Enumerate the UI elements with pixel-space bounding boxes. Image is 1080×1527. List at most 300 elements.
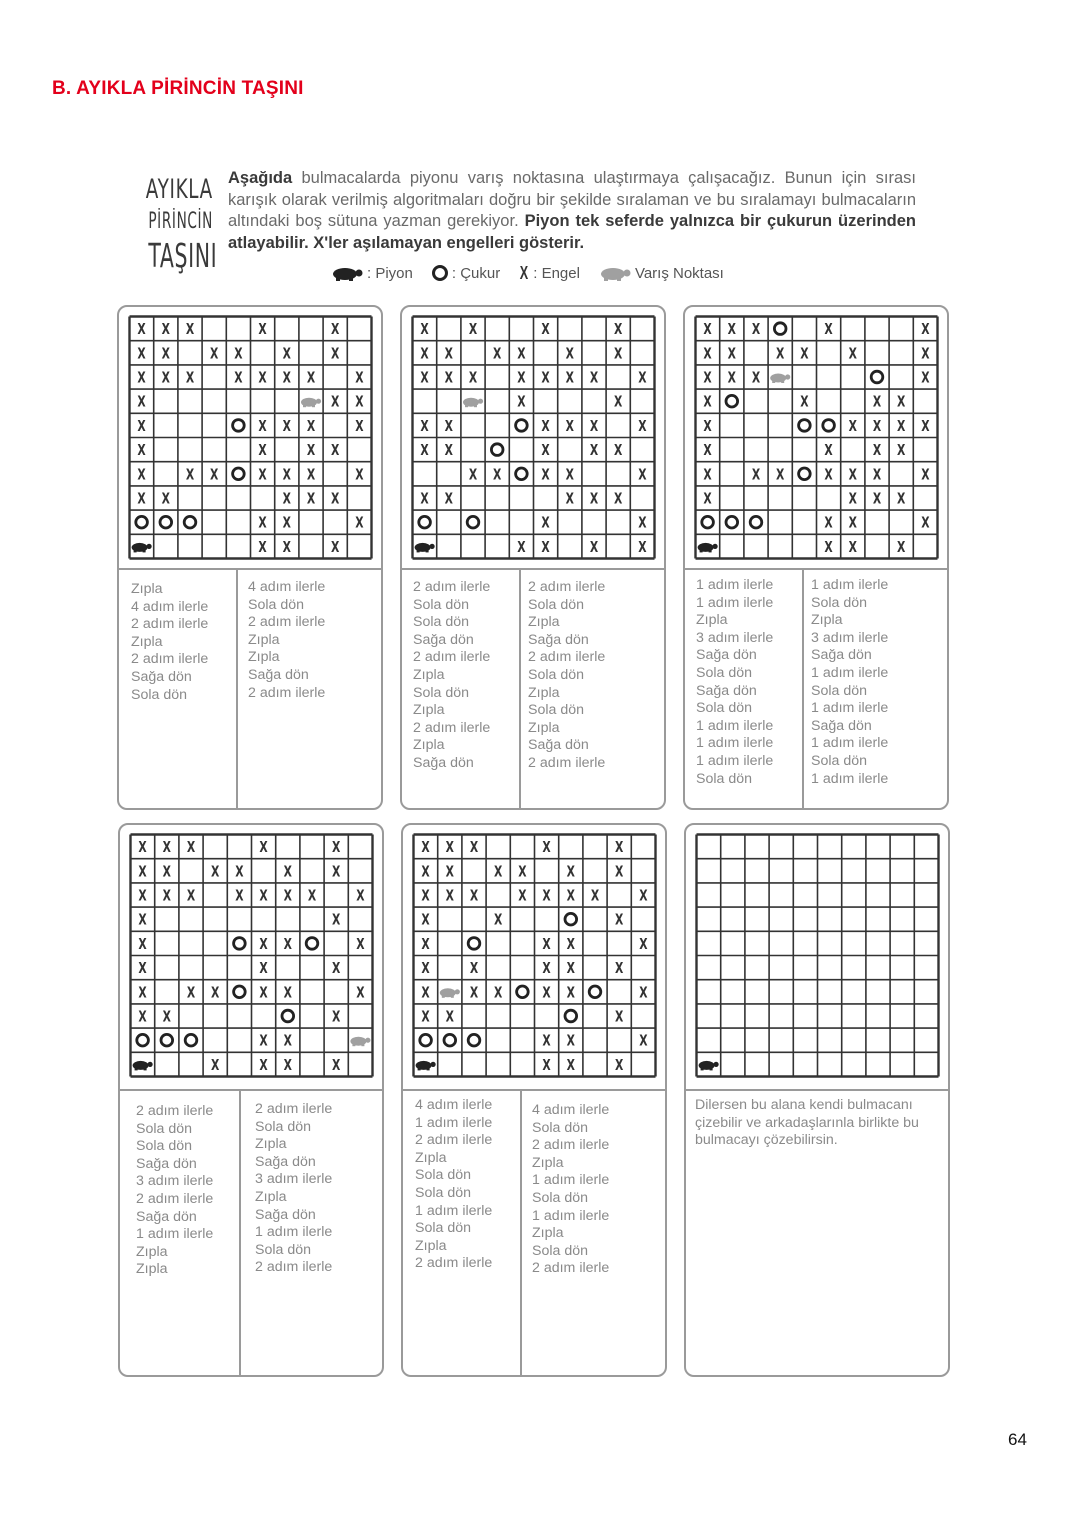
svg-text:X: X — [282, 466, 291, 484]
obstacle-cell — [849, 539, 857, 556]
svg-text:X: X — [897, 418, 906, 436]
svg-text:X: X — [331, 321, 340, 339]
svg-text:X: X — [211, 984, 220, 1002]
obstacle-cell — [567, 985, 575, 1002]
algorithm-step: 2 adım ilerle — [136, 1190, 214, 1207]
obstacle-cell — [284, 985, 292, 1002]
svg-text:X: X — [703, 369, 712, 388]
algorithm-step: Sola dön — [415, 1220, 472, 1237]
algorithm-step: 2 adım ilerle — [528, 579, 606, 595]
obstacle-cell — [138, 839, 146, 856]
obstacle-cell — [541, 515, 549, 532]
puzzle-card-4 — [118, 823, 384, 1377]
algorithm-step: Sağa dön — [131, 668, 192, 685]
svg-text:X: X — [332, 960, 341, 978]
svg-text:X: X — [565, 466, 574, 484]
pit-cell — [467, 516, 479, 528]
legend-pawn-label: : Piyon — [367, 264, 413, 282]
svg-text:X: X — [162, 863, 171, 881]
algorithm-step: Sağa dön — [811, 647, 872, 664]
algorithm-step: 4 adım ilerle — [248, 579, 326, 595]
obstacle-cell — [420, 321, 428, 338]
legend-pit-label: : Çukur — [451, 264, 501, 282]
obstacle-cell — [138, 864, 146, 881]
algorithm-step: Sola dön — [696, 700, 753, 717]
obstacle-cell — [259, 1057, 267, 1074]
svg-text:X: X — [283, 936, 292, 954]
svg-text:X: X — [356, 984, 365, 1002]
obstacle-cell — [567, 888, 575, 905]
algorithm-step: Zıpla — [136, 1243, 168, 1260]
legend-obstacle — [518, 263, 580, 284]
obstacle-cell — [332, 912, 340, 929]
pawn-icon — [133, 1061, 153, 1071]
algorithm-step: Sola dön — [255, 1241, 312, 1258]
svg-text:X: X — [639, 887, 648, 906]
algorithm-step: 2 adım ilerle — [136, 1103, 214, 1119]
obstacle-cell — [235, 864, 243, 881]
obstacle-cell — [615, 839, 623, 856]
svg-text:X: X — [259, 887, 268, 906]
obstacle-cell — [591, 888, 599, 905]
svg-text:X: X — [541, 418, 550, 436]
obstacle-cell — [638, 467, 646, 484]
obstacle-cell — [703, 321, 711, 338]
obstacle-cell — [307, 491, 315, 508]
algorithm-step: 2 adım ilerle — [413, 649, 491, 666]
obstacle-cell — [639, 888, 647, 905]
pit-cell — [799, 420, 811, 432]
svg-text:X: X — [306, 418, 316, 436]
svg-text:X: X — [494, 912, 503, 930]
obstacle-cell — [493, 467, 501, 484]
obstacle-cell — [307, 418, 315, 435]
obstacle-cell — [332, 839, 340, 856]
algorithm-column-2 — [811, 577, 888, 788]
obstacle-cell — [567, 936, 575, 953]
svg-text:X: X — [639, 984, 648, 1002]
logo-line-3: TAŞINI — [148, 236, 218, 275]
algorithm-step: 1 adım ilerle — [415, 1202, 493, 1219]
svg-text:X: X — [897, 490, 906, 509]
obstacle-cell — [703, 394, 711, 411]
obstacle-cell — [162, 370, 170, 387]
obstacle-cell — [566, 370, 574, 387]
legend-obstacle-label: : Engel — [533, 264, 580, 282]
algorithm-column-2 — [248, 579, 325, 702]
svg-text:X: X — [137, 418, 146, 436]
obstacle-cell — [824, 321, 832, 338]
svg-text:X: X — [282, 539, 291, 557]
algorithm-step: Sağa dön — [696, 682, 757, 699]
obstacle-cell — [517, 539, 525, 556]
custom-puzzle-card — [684, 823, 950, 1377]
algorithm-step: 1 adım ilerle — [811, 577, 889, 593]
svg-text:X: X — [445, 863, 454, 881]
obstacle-cell — [614, 394, 622, 411]
obstacle-cell — [137, 467, 145, 484]
obstacle-cell — [210, 346, 218, 363]
obstacle-cell — [517, 370, 525, 387]
algorithm-step: Sola dön — [532, 1242, 589, 1259]
svg-text:X: X — [258, 418, 267, 436]
obstacle-cell — [566, 491, 574, 508]
algorithm-step: 2 adım ilerle — [248, 684, 326, 701]
svg-text:X: X — [445, 839, 454, 857]
algorithm-step: 2 adım ilerle — [255, 1101, 333, 1117]
page-number: 64 — [1008, 1430, 1027, 1449]
obstacle-cell — [897, 491, 905, 508]
svg-text:X: X — [566, 1057, 575, 1075]
puzzle-card-3 — [683, 305, 949, 810]
algorithm-step: 2 adım ilerle — [413, 719, 491, 736]
obstacle-cell — [615, 912, 623, 929]
svg-text:X: X — [162, 839, 171, 857]
svg-text:X: X — [493, 345, 502, 363]
pit-cell — [306, 938, 318, 950]
svg-text:X: X — [137, 442, 146, 460]
svg-text:X: X — [638, 539, 647, 557]
obstacle-cell — [420, 418, 428, 435]
puzzle-card-5 — [401, 823, 667, 1377]
obstacle-cell — [470, 960, 478, 977]
obstacle-cell — [284, 864, 292, 881]
pit-cell — [234, 938, 246, 950]
svg-text:X: X — [259, 1057, 268, 1075]
obstacle-cell — [421, 936, 429, 953]
algorithm-step: 2 adım ilerle — [248, 614, 326, 631]
pit-cell — [137, 1034, 149, 1046]
svg-text:X: X — [589, 418, 599, 436]
algorithm-step: Zıpla — [255, 1188, 287, 1205]
obstacle-cell — [614, 346, 622, 363]
obstacle-cell — [897, 442, 905, 459]
svg-text:X: X — [186, 887, 196, 906]
svg-text:X: X — [210, 345, 219, 363]
obstacle-cell — [258, 370, 266, 387]
obstacle-cell — [542, 1033, 550, 1050]
algorithm-step: Zıpla — [131, 633, 163, 650]
obstacle-cell — [355, 394, 363, 411]
obstacle-cell — [186, 370, 194, 387]
pit-cell — [565, 1010, 577, 1022]
algorithm-step: Sağa dön — [413, 754, 474, 771]
algorithm-step: Zıpla — [248, 649, 280, 666]
algorithm-step: Sola dön — [811, 682, 868, 699]
obstacle-cell — [541, 321, 549, 338]
svg-text:X: X — [517, 539, 526, 557]
obstacle-cell — [283, 491, 291, 508]
svg-text:X: X — [421, 936, 430, 954]
algorithm-step: Sola dön — [696, 770, 753, 787]
svg-text:X: X — [421, 1008, 430, 1027]
pit-cell — [823, 420, 835, 432]
algorithm-step: 1 adım ilerle — [811, 735, 889, 752]
obstacle-cell — [259, 960, 267, 977]
finish-icon — [598, 265, 632, 281]
svg-text:X: X — [282, 515, 291, 533]
obstacle-cell — [445, 491, 453, 508]
obstacle-cell — [163, 839, 171, 856]
obstacle-cell — [776, 467, 784, 484]
svg-text:X: X — [161, 321, 170, 339]
svg-text:X: X — [138, 936, 147, 954]
obstacle-cell — [259, 839, 267, 856]
obstacle-cell — [638, 539, 646, 556]
obstacle-cell — [728, 321, 736, 338]
svg-text:X: X — [420, 345, 429, 363]
obstacle-cell — [469, 467, 477, 484]
obstacle-cell — [283, 515, 291, 532]
svg-text:X: X — [258, 466, 267, 484]
svg-text:X: X — [356, 936, 365, 954]
svg-text:X: X — [751, 369, 761, 388]
svg-text:X: X — [444, 418, 453, 436]
svg-text:X: X — [824, 321, 833, 339]
obstacle-cell — [187, 888, 195, 905]
svg-text:X: X — [445, 1008, 454, 1027]
pit-cell — [516, 420, 528, 432]
obstacle-cell — [421, 864, 429, 881]
svg-text:X: X — [234, 369, 243, 388]
algorithm-step: Sola dön — [248, 596, 305, 613]
obstacle-cell — [614, 442, 622, 459]
pit-cell — [444, 1034, 456, 1046]
svg-text:X: X — [565, 418, 574, 436]
svg-text:X: X — [138, 984, 147, 1002]
obstacle-cell — [494, 864, 502, 881]
obstacle-cell — [470, 839, 478, 856]
svg-text:X: X — [589, 369, 599, 388]
algorithm-step: Zıpla — [415, 1237, 447, 1254]
obstacle-cell — [137, 491, 145, 508]
svg-text:X: X — [420, 442, 429, 460]
pit-cell — [871, 371, 883, 383]
pit-cell — [420, 1034, 432, 1046]
svg-text:X: X — [469, 984, 479, 1002]
svg-text:X: X — [921, 345, 930, 363]
svg-text:X: X — [541, 369, 550, 388]
algorithm-step: Sola dön — [811, 752, 868, 769]
svg-text:X: X — [355, 369, 364, 388]
pit-cell — [136, 516, 148, 528]
obstacle-cell — [615, 1009, 623, 1026]
obstacle-cell — [921, 321, 929, 338]
obstacle-cell — [541, 442, 549, 459]
obstacle-cell — [259, 985, 267, 1002]
obstacle-cell — [259, 936, 267, 953]
obstacle-cell — [283, 370, 291, 387]
finish-icon — [301, 398, 321, 408]
svg-text:X: X — [420, 418, 429, 436]
obstacle-cell — [162, 491, 170, 508]
svg-text:X: X — [331, 345, 340, 363]
svg-text:X: X — [259, 960, 268, 978]
algorithm-step: 1 adım ilerle — [696, 717, 774, 734]
obstacle-cell — [446, 1009, 454, 1026]
svg-text:X: X — [615, 863, 624, 881]
svg-text:X: X — [259, 936, 268, 954]
obstacle-cell — [138, 936, 146, 953]
puzzle-board — [694, 315, 939, 560]
svg-text:X: X — [138, 887, 147, 906]
svg-text:X: X — [872, 466, 882, 484]
pit-cell — [516, 468, 528, 480]
svg-text:X: X — [332, 1008, 341, 1027]
pawn-icon — [132, 543, 152, 553]
puzzle-card-1 — [117, 305, 383, 810]
svg-text:X: X — [776, 466, 785, 484]
obstacle-cell — [284, 1057, 292, 1074]
svg-text:X: X — [897, 394, 906, 412]
obstacle-cell — [356, 936, 364, 953]
algorithm-step: Zıpla — [528, 614, 560, 631]
svg-text:X: X — [185, 321, 195, 339]
algorithm-column-1 — [136, 1103, 213, 1279]
pit-cell — [774, 323, 786, 335]
algorithm-step: Zıpla — [528, 719, 560, 736]
obstacle-cell — [752, 370, 760, 387]
svg-text:X: X — [445, 887, 454, 906]
svg-text:X: X — [727, 369, 736, 388]
algorithm-step: Sağa dön — [136, 1155, 197, 1172]
svg-text:X: X — [186, 984, 196, 1002]
svg-text:X: X — [355, 515, 364, 533]
svg-text:X: X — [517, 345, 526, 363]
obstacle-cell — [307, 442, 315, 459]
legend-finish-label: Varış Noktası — [634, 264, 724, 282]
svg-text:X: X — [282, 418, 291, 436]
svg-text:X: X — [138, 839, 147, 857]
svg-text:X: X — [566, 863, 575, 881]
obstacle-cell — [331, 346, 339, 363]
svg-text:X: X — [848, 515, 857, 533]
svg-text:X: X — [848, 345, 857, 363]
obstacle-cell — [470, 985, 478, 1002]
svg-text:X: X — [469, 960, 479, 978]
svg-text:X: X — [638, 515, 647, 533]
svg-text:X: X — [469, 839, 479, 857]
custom-puzzle-board[interactable] — [695, 833, 940, 1078]
obstacle-cell — [566, 346, 574, 363]
obstacle-cell — [137, 442, 145, 459]
algorithm-step: Sola dön — [136, 1120, 193, 1137]
svg-text:X: X — [517, 369, 526, 388]
svg-text:X: X — [614, 442, 623, 460]
algorithm-step: Sağa dön — [136, 1208, 197, 1225]
algorithm-step: 2 adım ilerle — [528, 649, 606, 666]
obstacle-cell — [542, 960, 550, 977]
svg-text:X: X — [589, 539, 599, 557]
algorithm-step: 1 adım ilerle — [696, 577, 774, 593]
pit-cell — [799, 468, 811, 480]
obstacle-cell — [138, 912, 146, 929]
svg-text:X: X — [421, 984, 430, 1002]
svg-text:X: X — [727, 321, 736, 339]
svg-text:X: X — [589, 490, 599, 509]
algorithm-step: 2 adım ilerle — [528, 754, 606, 771]
algorithm-step: Zıpla — [413, 702, 445, 719]
svg-text:X: X — [614, 394, 623, 412]
obstacle-cell — [897, 539, 905, 556]
obstacle-cell — [921, 346, 929, 363]
obstacle-cell — [162, 321, 170, 338]
obstacle-cell — [137, 418, 145, 435]
obstacle-cell — [897, 394, 905, 411]
svg-text:X: X — [615, 1008, 624, 1027]
obstacle-cell — [566, 418, 574, 435]
obstacle-cell — [703, 467, 711, 484]
pawn-icon — [698, 543, 718, 553]
algorithm-step: Sola dön — [255, 1118, 312, 1135]
obstacle-cell — [776, 346, 784, 363]
svg-text:X: X — [542, 887, 551, 906]
obstacle-cell — [258, 467, 266, 484]
svg-text:X: X — [137, 369, 146, 388]
svg-text:X: X — [638, 369, 647, 388]
svg-text:X: X — [542, 984, 551, 1002]
svg-text:X: X — [306, 369, 316, 388]
algorithm-column-1 — [415, 1097, 492, 1273]
svg-text:X: X — [824, 442, 833, 460]
obstacle-cell — [541, 370, 549, 387]
svg-text:X: X — [615, 1057, 624, 1075]
svg-text:X: X — [494, 863, 503, 881]
algorithm-step: Sola dön — [413, 596, 470, 613]
svg-text:X: X — [420, 490, 429, 509]
algorithm-step: Zıpla — [528, 684, 560, 701]
algorithm-step: Sağa dön — [255, 1153, 316, 1170]
obstacle-cell — [849, 491, 857, 508]
svg-text:X: X — [331, 442, 340, 460]
obstacle-cell — [517, 394, 525, 411]
svg-text:X: X — [444, 442, 453, 460]
svg-text:X: X — [566, 936, 575, 954]
algorithm-step: 1 adım ilerle — [532, 1207, 610, 1224]
pit-cell — [565, 913, 577, 925]
obstacle-cell — [703, 418, 711, 435]
algorithm-step: Zıpla — [532, 1154, 564, 1171]
svg-text:X: X — [848, 490, 857, 509]
svg-text:X: X — [542, 839, 551, 857]
svg-text:X: X — [776, 345, 785, 363]
algorithm-step: Zıpla — [136, 1261, 168, 1278]
svg-text:X: X — [639, 1033, 648, 1051]
obstacle-cell — [284, 1033, 292, 1050]
obstacle-cell — [283, 346, 291, 363]
pit-cell — [161, 1034, 173, 1046]
obstacle-cell — [258, 418, 266, 435]
obstacle-cell — [421, 1009, 429, 1026]
obstacle-cell — [307, 467, 315, 484]
svg-text:X: X — [589, 442, 599, 460]
algorithm-step: Sola dön — [415, 1167, 472, 1184]
obstacle-cell — [639, 985, 647, 1002]
svg-text:X: X — [259, 1033, 268, 1051]
obstacle-cell — [211, 864, 219, 881]
obstacle-cell — [186, 467, 194, 484]
algorithm-step: 1 adım ilerle — [255, 1224, 333, 1241]
finish-icon — [463, 398, 483, 408]
svg-text:X: X — [421, 887, 430, 906]
obstacle-cell — [421, 912, 429, 929]
svg-text:X: X — [872, 418, 882, 436]
obstacle-cell — [259, 888, 267, 905]
obstacle-cell — [824, 467, 832, 484]
svg-text:X: X — [921, 369, 930, 388]
obstacle-cell — [211, 1057, 219, 1074]
obstacle-cell — [258, 442, 266, 459]
